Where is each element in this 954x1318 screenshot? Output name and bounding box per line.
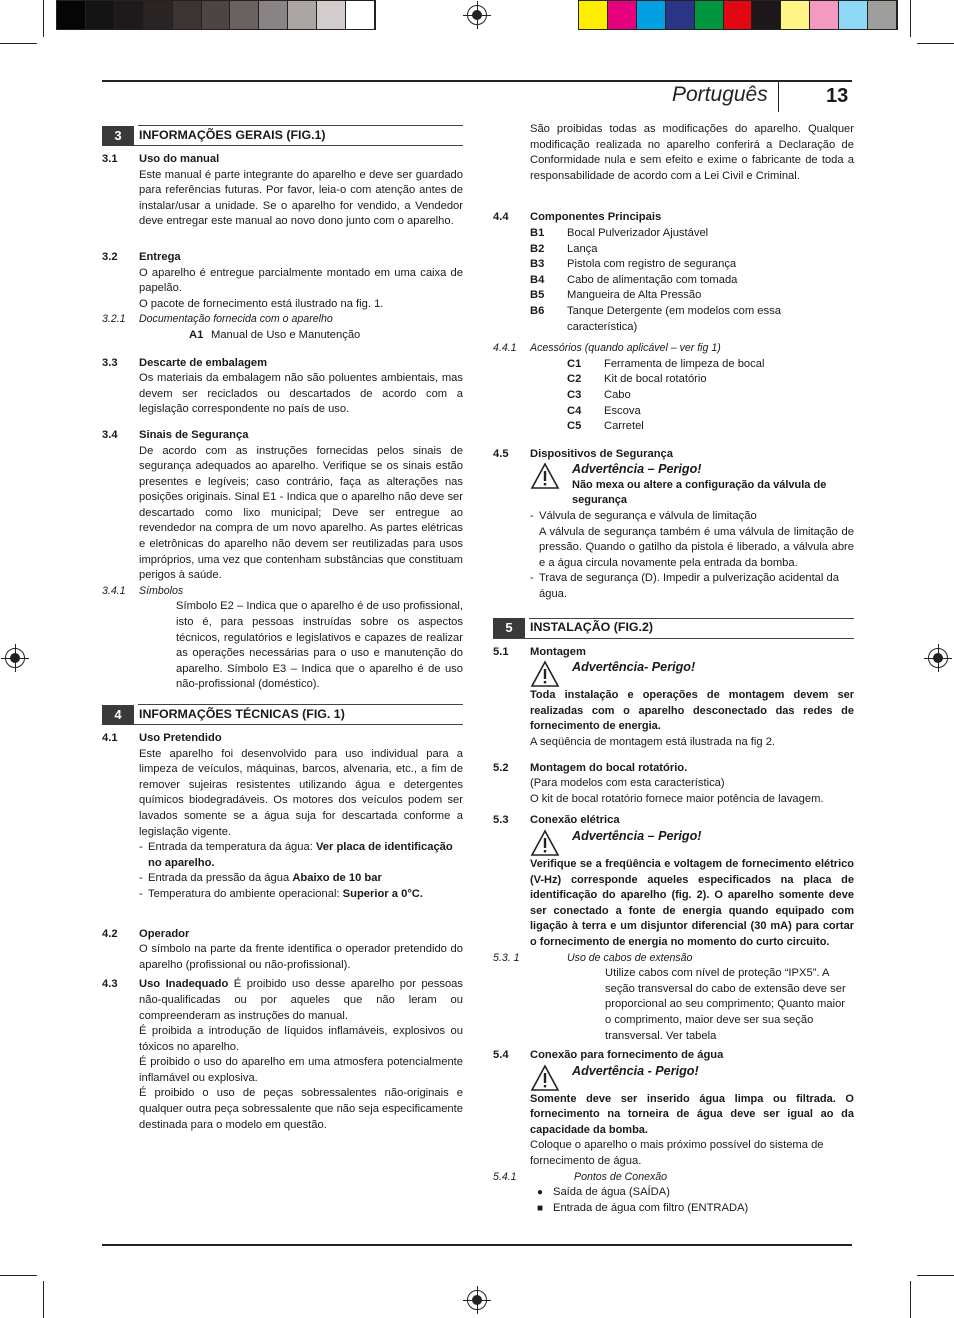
color-swatch — [666, 1, 695, 29]
item-number: 3.4 — [102, 428, 118, 441]
color-swatch — [346, 1, 375, 29]
item-title: Operador — [139, 927, 190, 940]
item-4-5 — [493, 447, 854, 603]
warning-icon — [530, 829, 560, 857]
connection-point-inlet — [493, 1201, 854, 1217]
item-label: Pistola com registro de segurança — [567, 258, 737, 271]
warning-text: Verifique se a freqüência e voltagem de fornecimento elétrico (V-Hz) corresponde aqueles especificados na placa de identificação do aparelho (fig. 2). O aparelho somente deve ser conectado a fonte de energia quando equipado com ligação à terra e um disjuntor diferencial (30 mA) para cortar o fornecimento de energia no momento do curto circuito. — [530, 857, 854, 948]
color-swatch — [173, 1, 202, 29]
subitem-text: Utilize cabos com nível de proteção “IPX5”. A seção transversal do cabo de extensão deve ser proporcional ao seu comprimento; Quanto maior o comprimento, maior deve ser sua seção transversal. Ver tabela — [605, 967, 846, 1042]
list-item — [530, 242, 854, 258]
item-label: Kit de bocal rotatório — [604, 373, 707, 386]
footer-rule — [102, 1244, 852, 1246]
left-column — [102, 126, 463, 1133]
color-swatch — [115, 1, 144, 29]
item-label: Mangueira de Alta Pressão — [567, 289, 702, 302]
subitem-5-4-1 — [493, 1170, 854, 1186]
list-item — [567, 357, 854, 373]
item-text: É proibido uso desse aparelho por pessoas não-qualificadas ou por aqueles que não leram ou compreenderam as instruções do manual. — [139, 978, 463, 1022]
spec-row: - Temperatura do ambiente operacional: Superior a 0°C. — [139, 887, 423, 900]
crop-mark — [0, 1275, 37, 1276]
registration-mark-bottom — [467, 1290, 487, 1310]
subitem-5-3-1 — [493, 951, 854, 967]
item-3-4 — [102, 428, 463, 584]
item-number: 5.4 — [493, 1049, 509, 1062]
item-title: Conexão para fornecimento de água — [530, 1049, 724, 1062]
safety-label: Trava de segurança (D). Impedir a pulverização acidental da água. — [539, 572, 839, 601]
page-number: 13 — [826, 85, 849, 107]
color-strip — [578, 0, 898, 30]
item-text: O kit de bocal rotatório fornece maior potência de lavagem. — [530, 792, 824, 805]
subitem-title: Acessórios (quando aplicável – ver fig 1) — [530, 342, 721, 355]
item-number: 3.3 — [102, 356, 118, 369]
accessories-list — [493, 357, 854, 435]
crop-mark — [917, 1275, 954, 1276]
item-3-1 — [102, 152, 463, 230]
item-text: (Para modelos com esta característica) — [530, 777, 725, 790]
item-number: 5.1 — [493, 645, 509, 658]
color-swatch — [144, 1, 173, 29]
item-number: 4.3 — [102, 978, 118, 991]
color-swatch — [752, 1, 781, 29]
item-text: É proibida a introdução de líquidos inflamáveis, explosivos ou tóxicos no aparelho. — [139, 1025, 463, 1053]
subitem-number: 5.3. 1 — [493, 951, 520, 964]
language-title: Português — [672, 83, 768, 106]
item-text: É proibido o uso de peças sobressalentes não-originais e qualquer outra peça sobressalente que não seja especificamente destinada para o modelo em questão. — [139, 1087, 463, 1131]
item-title: Conexão elétrica — [530, 814, 620, 827]
color-swatch — [57, 1, 86, 29]
color-swatch — [695, 1, 724, 29]
connection-label: Saída de água (SAÍDA) — [553, 1186, 670, 1199]
item-text: De acordo com as instruções fornecidas pelos sinais de segurança adequados ao aparelho. Verifique se os sinais estão presentes e legíveis; caso contrário, faça as alterações nas posições originais. Sinal E1 - Indica que o aparelho não deve ser descartado como lixo municipal; Deve ser entregue ao revendedor na compra de um novo aparelho. As partes elétricas e eletrônicas do aparelho não devem ser reutilizadas para usos impróprios, uma vez que contenham substâncias que constituam perigos à saúde. — [139, 444, 463, 582]
item-5-2 — [493, 761, 854, 808]
item-number: 4.5 — [493, 447, 509, 460]
crop-mark — [910, 0, 911, 37]
item-code: B2 — [530, 242, 545, 255]
item-code: B6 — [530, 304, 545, 317]
item-title: Uso Pretendido — [139, 732, 222, 744]
safety-text: A válvula de segurança também é uma válvula de limitação de pressão. Quando o gatilho da pistola é liberado, a válvula abre e a água circula novamente pela entrada da bomba. — [539, 525, 854, 569]
item-text: O símbolo na parte da frente identifica o operador pretendido do aparelho (profissional ou não-profissional). — [139, 943, 463, 971]
subitem-title: Pontos de Conexão — [574, 1170, 668, 1183]
color-swatch — [810, 1, 839, 29]
list-item — [530, 288, 854, 304]
warning-block — [530, 660, 854, 688]
item-title: Sinais de Segurança — [139, 428, 249, 441]
list-item — [567, 404, 854, 420]
item-3-3 — [102, 356, 463, 418]
doc-row — [102, 328, 463, 344]
spec-value: Superior a 0°C. — [342, 887, 423, 900]
item-label: Bocal Pulverizador Ajustável — [567, 226, 709, 239]
connection-point-outlet — [493, 1185, 854, 1201]
item-5-1 — [493, 645, 854, 751]
modifications-text: São proibidas todas as modificações do aparelho. Qualquer modificação realizada no aparelho conferirá a Declaração de Conformidade nula e sem efeito e exime o fabricante de toda a responsabilidade de acordo com a Lei Civil e Criminal. — [530, 123, 854, 182]
item-label: Lança — [567, 242, 598, 255]
item-5-4 — [493, 1048, 854, 1170]
item-4-4 — [493, 210, 854, 335]
item-code: C4 — [567, 404, 582, 417]
safety-item: - Trava de segurança (D). Impedir a pulverização acidental da água. — [530, 571, 854, 602]
list-item — [530, 257, 854, 273]
subitem-number: 3.2.1 — [102, 313, 126, 326]
item-label: Cabo — [604, 388, 631, 401]
item-number: 3.2 — [102, 250, 118, 263]
subitem-3-4-1 — [102, 584, 463, 600]
spec-value: Abaixo de 10 bar — [292, 872, 382, 885]
color-swatch — [288, 1, 317, 29]
list-item — [530, 226, 854, 242]
crop-mark — [910, 1281, 911, 1318]
item-text: O aparelho é entregue parcialmente montado em uma caixa de papelão. — [139, 266, 463, 295]
registration-mark-right — [928, 648, 948, 668]
item-title: Uso do manual — [139, 153, 220, 165]
subitem-number: 3.4.1 — [102, 584, 126, 597]
warning-block — [530, 462, 854, 509]
warning-icon — [530, 462, 560, 490]
spec-label: Entrada da temperatura da água: — [148, 841, 316, 854]
item-label: Escova — [604, 404, 641, 417]
warning-icon — [530, 660, 560, 688]
symbols-text: Símbolo E2 – Indica que o aparelho é de uso profissional, isto é, para pessoas instruídas sobre os aspectos técnicos, regulatórios e legislativos e capazes de realizar as operações necessárias para o uso e manutenção do aparelho. Símbolo E3 – Indica que o aparelho é de uso não-profissional (doméstico). — [176, 600, 463, 691]
item-5-3 — [493, 813, 854, 950]
doc-code: A1 — [189, 328, 204, 341]
color-swatch — [781, 1, 810, 29]
subitem-4-4-1 — [493, 341, 854, 357]
components-list — [530, 226, 854, 335]
section-3-header — [102, 126, 463, 146]
item-code: C2 — [567, 373, 582, 386]
right-column — [493, 122, 854, 1216]
item-number: 5.2 — [493, 761, 509, 774]
spec-label: Entrada da pressão da água — [148, 872, 293, 885]
color-swatch — [724, 1, 753, 29]
item-number: 5.3 — [493, 814, 509, 827]
circle-bullet-icon: ● — [537, 1187, 544, 1199]
item-code: C5 — [567, 420, 582, 433]
section-4-header — [102, 705, 463, 725]
crop-mark — [43, 0, 44, 37]
warning-block — [530, 829, 854, 857]
color-swatch — [202, 1, 231, 29]
color-swatch — [839, 1, 868, 29]
item-title: Componentes Principais — [530, 211, 662, 224]
subitem-title: Símbolos — [139, 584, 184, 597]
item-text: Este manual é parte integrante do aparelho e deve ser guardado para referências futuras. Por favor, leia-o com atenção antes de instalar/usar a unidade. Se o aparelho for vendido, a Vendedor deve entregar este manual ao novo dono junto com o aparelho. — [139, 168, 463, 228]
header-divider — [778, 82, 779, 112]
subitem-title: Documentação fornecida com o aparelho — [139, 313, 333, 326]
item-code: C1 — [567, 357, 582, 370]
item-number: 4.1 — [102, 732, 118, 744]
safety-label: Válvula de segurança e válvula de limitação — [539, 510, 757, 523]
item-4-1 — [102, 731, 463, 903]
connection-label: Entrada de água com filtro (ENTRADA) — [553, 1201, 749, 1214]
section-5-header — [493, 619, 854, 639]
warning-block — [530, 1064, 854, 1092]
subitem-title: Uso de cabos de extensão — [567, 951, 693, 964]
list-item — [530, 304, 854, 335]
safety-item: - Válvula de segurança e válvula de limitação — [530, 509, 854, 525]
section-title: INFORMAÇÕES GERAIS (FIG.1) — [139, 127, 326, 142]
item-label: Tanque Detergente (em modelos com essa característica) — [567, 304, 781, 333]
item-title: Descarte de embalagem — [139, 356, 268, 369]
subitem-number: 5.4.1 — [493, 1170, 517, 1183]
item-4-3 — [102, 977, 463, 1133]
item-label: Ferramenta de limpeza de bocal — [604, 357, 765, 370]
color-swatch — [86, 1, 115, 29]
section-number: 4 — [102, 705, 134, 725]
warning-title: Advertência - Perigo! — [572, 1063, 699, 1078]
color-swatch — [579, 1, 608, 29]
crop-mark — [917, 43, 954, 44]
warning-title: Advertência- Perigo! — [572, 660, 696, 675]
color-swatch — [637, 1, 666, 29]
item-title: Entrega — [139, 250, 181, 263]
item-text: É proibido o uso do aparelho em uma atmosfera potencialmente inflamável ou explosiva. — [139, 1056, 463, 1084]
item-text: O pacote de fornecimento está ilustrado na fig. 1. — [139, 297, 384, 310]
item-code: B3 — [530, 258, 545, 271]
color-swatch — [230, 1, 259, 29]
section-title: INSTALAÇÃO (FIG.2) — [530, 620, 653, 635]
item-text: Os materiais da embalagem não são poluentes ambientais, mas devem ser reciclados ou descartados de acordo com a legislação correspondente no país de uso. — [139, 372, 463, 416]
registration-mark-left — [5, 648, 25, 668]
item-code: B1 — [530, 226, 545, 239]
item-number: 3.1 — [102, 153, 118, 165]
section-number: 3 — [102, 126, 134, 146]
subitem-number: 4.4.1 — [493, 342, 517, 355]
spec-row: - Entrada da temperatura da água: Ver placa de identificação no aparelho. — [139, 841, 453, 869]
item-code: C3 — [567, 388, 582, 401]
list-item — [567, 372, 854, 388]
item-text: A seqüência de montagem está ilustrada na fig 2. — [530, 736, 776, 748]
item-3-2 — [102, 250, 463, 312]
color-swatch — [608, 1, 637, 29]
spec-value: Ver placa de identificação no aparelho. — [148, 841, 453, 869]
grayscale-strip — [56, 0, 376, 30]
section-number: 5 — [493, 618, 525, 638]
registration-mark-top — [467, 5, 487, 25]
color-swatch — [317, 1, 346, 29]
doc-label: Manual de Uso e Manutenção — [211, 328, 361, 341]
subitem-3-2-1 — [102, 312, 463, 328]
item-number: 4.2 — [102, 927, 118, 940]
crop-mark — [0, 43, 37, 44]
list-item — [567, 419, 854, 435]
item-text: Este aparelho foi desenvolvido para uso individual para a limpeza de veículos, máquinas, barcos, alvenaria, etc., a fim de remover sujeiras resistentes utilizando água e detergentes químicos biodegradáveis. Os motores dos veículos podem ser lavados somente se a água suja for descartada conforme a legislação vigente. — [139, 747, 463, 838]
color-swatch — [259, 1, 288, 29]
warning-title: Advertência – Perigo! — [572, 462, 702, 477]
spec-label: Temperatura do ambiente operacional: — [148, 887, 343, 900]
item-code: B5 — [530, 289, 545, 302]
item-code: B4 — [530, 273, 545, 286]
item-title: Montagem — [530, 645, 586, 658]
warning-text: Não mexa ou altere a configuração da válvula de segurança — [572, 478, 827, 507]
item-number: 4.4 — [493, 211, 509, 224]
color-swatch — [868, 1, 897, 29]
list-item — [567, 388, 854, 404]
item-4-2 — [102, 927, 463, 974]
warning-title: Advertência – Perigo! — [572, 828, 702, 843]
spec-row: - Entrada da pressão da água Abaixo de 10 bar — [139, 872, 382, 885]
warning-icon — [530, 1064, 560, 1092]
crop-mark — [43, 1281, 44, 1318]
item-title: Dispositivos de Segurança — [530, 447, 673, 460]
warning-text: Somente deve ser inserido água limpa ou filtrada. O fornecimento na torneira de água deve ser igual ao da capacidade da bomba. — [530, 1092, 854, 1136]
item-title: Uso Inadequado — [139, 978, 229, 991]
item-text: Coloque o aparelho o mais próximo possível do sistema de fornecimento de água. — [530, 1139, 824, 1168]
item-label: Cabo de alimentação com tomada — [567, 273, 738, 286]
warning-text: Toda instalação e operações de montagem devem ser realizadas com o aparelho desconectado das redes de fornecimento de energia. — [530, 689, 854, 733]
square-bullet-icon: ■ — [537, 1202, 544, 1214]
list-item — [530, 273, 854, 289]
section-title: INFORMAÇÕES TÉCNICAS (FIG. 1) — [139, 706, 345, 721]
item-label: Carretel — [604, 420, 644, 433]
item-title: Montagem do bocal rotatório. — [530, 761, 688, 774]
